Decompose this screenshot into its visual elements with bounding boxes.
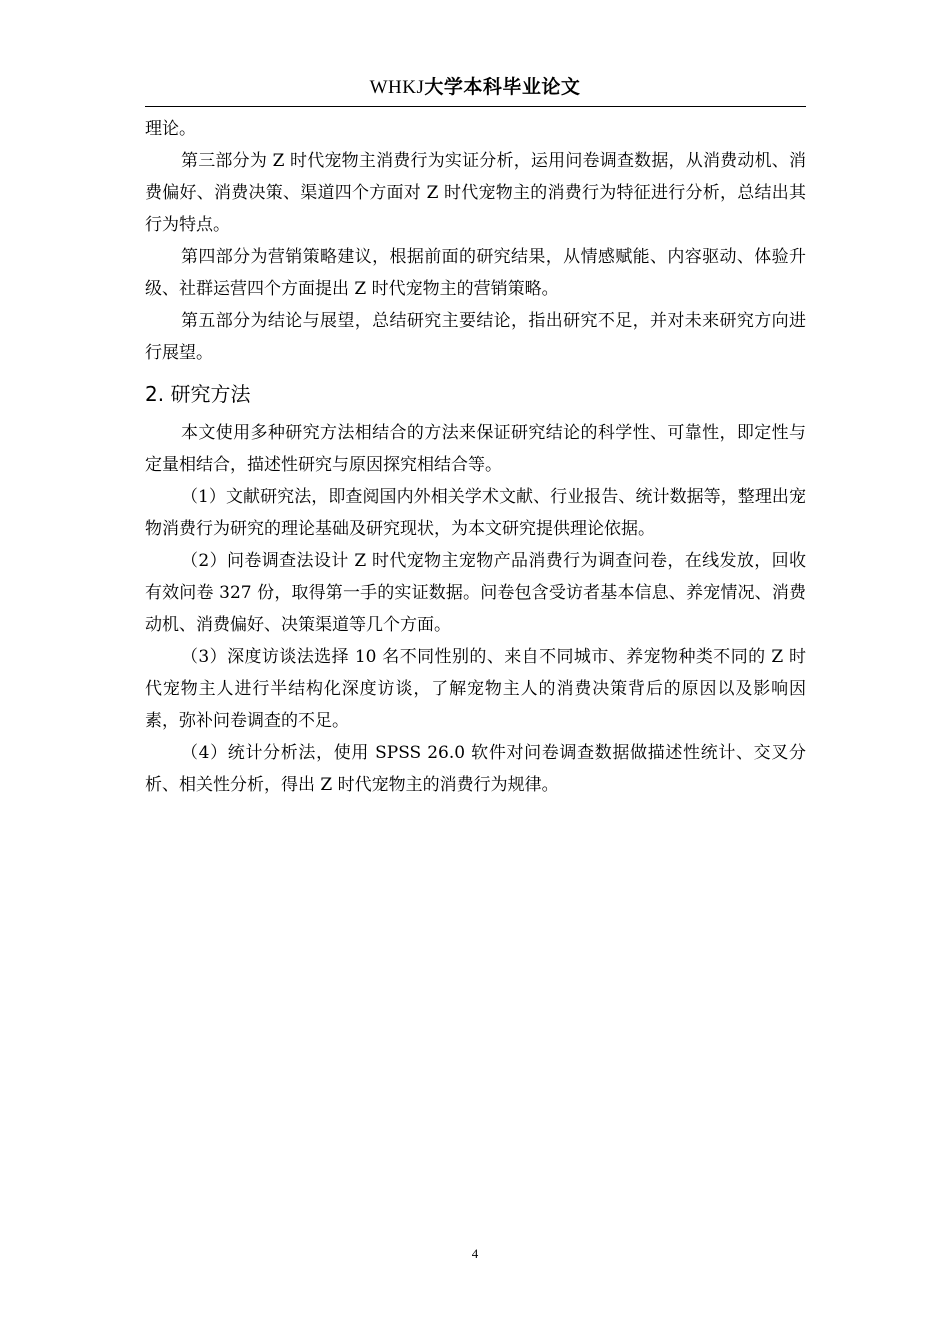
section-heading: 2. 研究方法 (145, 382, 251, 406)
paragraph: 本文使用多种研究方法相结合的方法来保证研究结论的科学性、可靠性，即定性与定量相结合，描述性研究与原因探究相结合等。 (145, 423, 806, 475)
page-body (145, 113, 806, 801)
paragraph: （3）深度访谈法选择 10 名不同性别的、来自不同城市、养宠物种类不同的 Z 时代宠物主人进行半结构化深度访谈，了解宠物主人的消费决策背后的原因以及影响因素，弥补问卷调查的不足。 (145, 647, 806, 731)
paragraph: 第五部分为结论与展望，总结研究主要结论，指出研究不足，并对未来研究方向进行展望。 (145, 311, 806, 363)
header-title: 大学本科毕业论文 (424, 76, 581, 98)
page-number: 4 (471, 1246, 479, 1261)
paragraph: 理论。 (145, 119, 196, 139)
header-divider (145, 106, 806, 107)
paragraph: （1）文献研究法，即查阅国内外相关学术文献、行业报告、统计数据等，整理出宠物消费行为研究的理论基础及研究现状，为本文研究提供理论依据。 (145, 487, 806, 539)
paragraph: 第四部分为营销策略建议，根据前面的研究结果，从情感赋能、内容驱动、体验升级、社群运营四个方面提出 Z 时代宠物主的营销策略。 (145, 247, 806, 299)
paragraph: （2）问卷调查法设计 Z 时代宠物主宠物产品消费行为调查问卷，在线发放，回收有效问卷 327 份，取得第一手的实证数据。问卷包含受访者基本信息、养宠情况、消费动机、消费偏好、决策渠道等几个方面。 (145, 551, 806, 635)
paragraph: 第三部分为 Z 时代宠物主消费行为实证分析，运用问卷调查数据，从消费动机、消费偏好、消费决策、渠道四个方面对 Z 时代宠物主的消费行为特征进行分析，总结出其行为特点。 (145, 151, 806, 235)
paragraph: （4）统计分析法，使用 SPSS 26.0 软件对问卷调查数据做描述性统计、交叉分析、相关性分析，得出 Z 时代宠物主的消费行为规律。 (145, 743, 806, 795)
header-latin: WHKJ (369, 77, 425, 98)
page-header (0, 74, 950, 101)
